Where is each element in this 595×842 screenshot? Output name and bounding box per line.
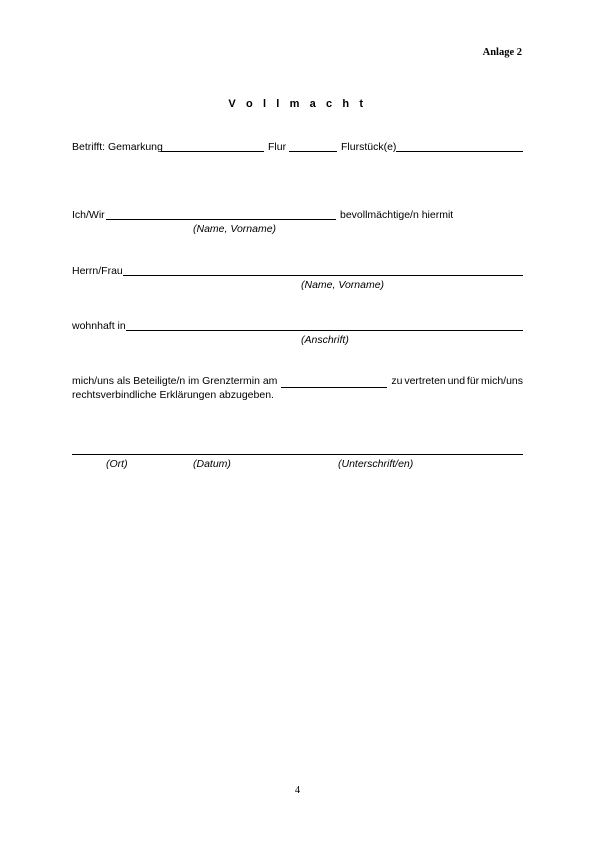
authorization-word: und [447,375,466,387]
date-caption: (Datum) [193,458,231,470]
signature-field-line[interactable] [72,454,523,455]
principal-name-caption: (Name, Vorname) [193,223,277,235]
authorization-word: mich/uns [480,375,523,387]
page-number: 4 [294,785,301,796]
subject-label: Betrifft: Gemarkung [72,141,163,153]
authorization-word: für [466,375,480,387]
authorization-line-1 [72,374,523,388]
parcel-label: Flurstück(e) [341,141,397,153]
agent-name-caption: (Name, Vorname) [301,279,385,291]
authorization-line-2: rechtsverbindliche Erklärungen abzugeben. [72,389,274,401]
gemarkung-field-line[interactable] [161,151,264,152]
address-caption: (Anschrift) [301,334,349,346]
authorization-paragraph [72,374,523,402]
flur-field-line[interactable] [289,151,337,152]
document-title: V o l l m a c h t [228,98,367,110]
flur-label: Flur [268,141,287,153]
authorization-words [391,374,523,388]
authorization-word: vertreten [404,375,446,387]
parcel-field-line[interactable] [396,151,523,152]
address-field-line[interactable] [126,330,523,331]
signature-caption: (Unterschrift/en) [338,458,414,470]
hearing-date-field-line[interactable] [281,377,387,388]
authorization-word: zu [391,375,403,387]
principal-suffix: bevollmächtige/n hiermit [340,209,454,221]
annex-label: Anlage 2 [482,47,522,58]
address-label: wohnhaft in [72,320,126,332]
place-caption: (Ort) [106,458,128,470]
authorization-prefix: mich/uns als Beteiligte/n im Grenztermin am [72,375,278,387]
principal-label: Ich/Wir [72,209,105,221]
agent-label: Herrn/Frau [72,265,123,277]
agent-name-field-line[interactable] [123,275,523,276]
principal-name-field-line[interactable] [106,219,336,220]
